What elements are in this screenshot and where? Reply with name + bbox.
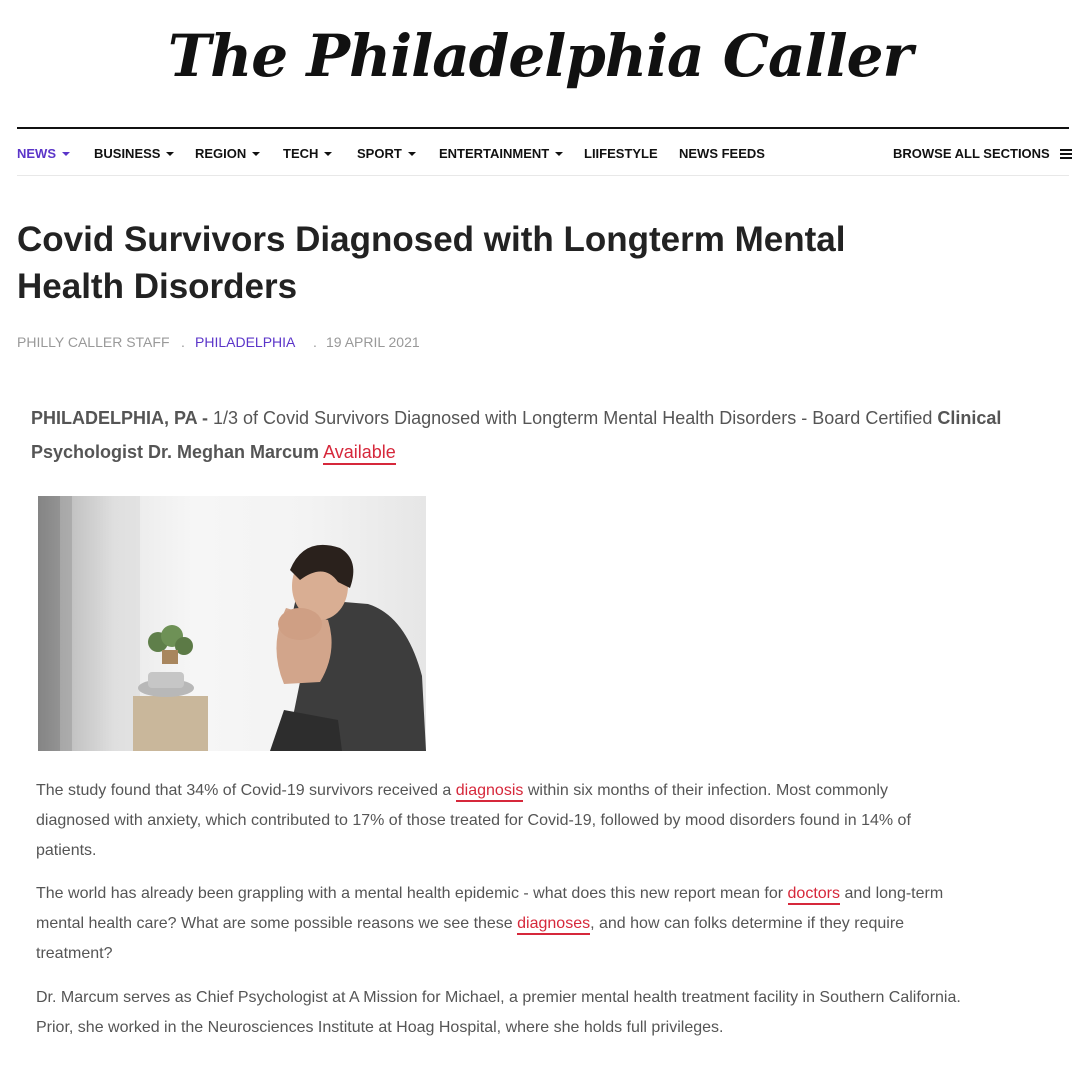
doctors-link[interactable]: doctors <box>788 885 840 905</box>
article-category[interactable]: PHILADELPHIA <box>195 334 296 350</box>
diagnosis-link[interactable]: diagnosis <box>456 782 524 802</box>
article-paragraph-2: The world has already been grappling with a mental health epidemic - what does this new report mean for doctors and long-term mental health care? What are some possible reasons we see these diagnoses, and how can folks determine if they require treatment? <box>36 885 944 962</box>
man-thinking-photo <box>38 496 426 751</box>
nav-item-sport[interactable]: SPORT <box>357 146 416 161</box>
chevron-down-icon <box>166 152 174 156</box>
article-paragraph-3: Dr. Marcum serves as Chief Psychologist at A Mission for Michael, a premier mental health treatment facility in Southern California. Prior, she worked in the Neurosciences Institute at Hoag Hospital, where she holds full privileges. <box>36 989 961 1036</box>
nav-item-tech[interactable]: TECH <box>283 146 332 161</box>
article-title: Covid Survivors Diagnosed with Longterm Mental Health Disorders <box>17 220 846 306</box>
article-author[interactable]: PHILLY CALLER STAFF <box>17 334 170 350</box>
chevron-down-icon <box>555 152 563 156</box>
main-nav <box>17 127 1069 176</box>
diagnoses-link[interactable]: diagnoses <box>517 915 590 935</box>
meta-separator-dot: . <box>181 334 185 350</box>
site-logo[interactable]: The Philadelphia Caller <box>167 22 913 90</box>
article-paragraph-1: The study found that 34% of Covid-19 survivors received a diagnosis within six months of their infection. Most commonly diagnosed with anxiety, which contributed to 17% of those treated for Covid-19, followed by mood disorders found in 14% of patients. <box>36 782 911 859</box>
nav-item-entertainment[interactable]: ENTERTAINMENT <box>439 146 563 161</box>
chevron-down-icon <box>408 152 416 156</box>
chevron-down-icon <box>252 152 260 156</box>
nav-item-business[interactable]: BUSINESS <box>94 146 174 161</box>
lead-text: 1/3 of Covid Survivors Diagnosed with Longterm Mental Health Disorders - Board Certified <box>208 408 938 428</box>
dateline: PHILADELPHIA, PA - <box>31 408 209 428</box>
nav-item-region[interactable]: REGION <box>195 146 260 161</box>
chevron-down-icon <box>324 152 332 156</box>
nav-item-news[interactable]: NEWS <box>17 146 70 161</box>
chevron-down-icon <box>62 152 70 156</box>
menu-icon <box>1060 149 1072 159</box>
nav-item-lifestyle[interactable]: LIIFESTYLE <box>584 146 658 161</box>
article-lead <box>31 401 1076 469</box>
meta-separator-dot: . <box>313 334 317 350</box>
article-date: 19 APRIL 2021 <box>326 334 420 350</box>
nav-item-news-feeds[interactable]: NEWS FEEDS <box>679 146 765 161</box>
available-link[interactable]: Available <box>323 442 396 465</box>
article-image <box>38 496 426 751</box>
lead-bold: Clinical Psychologist Dr. Meghan Marcum <box>31 408 1002 462</box>
browse-all-sections-button[interactable]: BROWSE ALL SECTIONS <box>893 146 1072 161</box>
